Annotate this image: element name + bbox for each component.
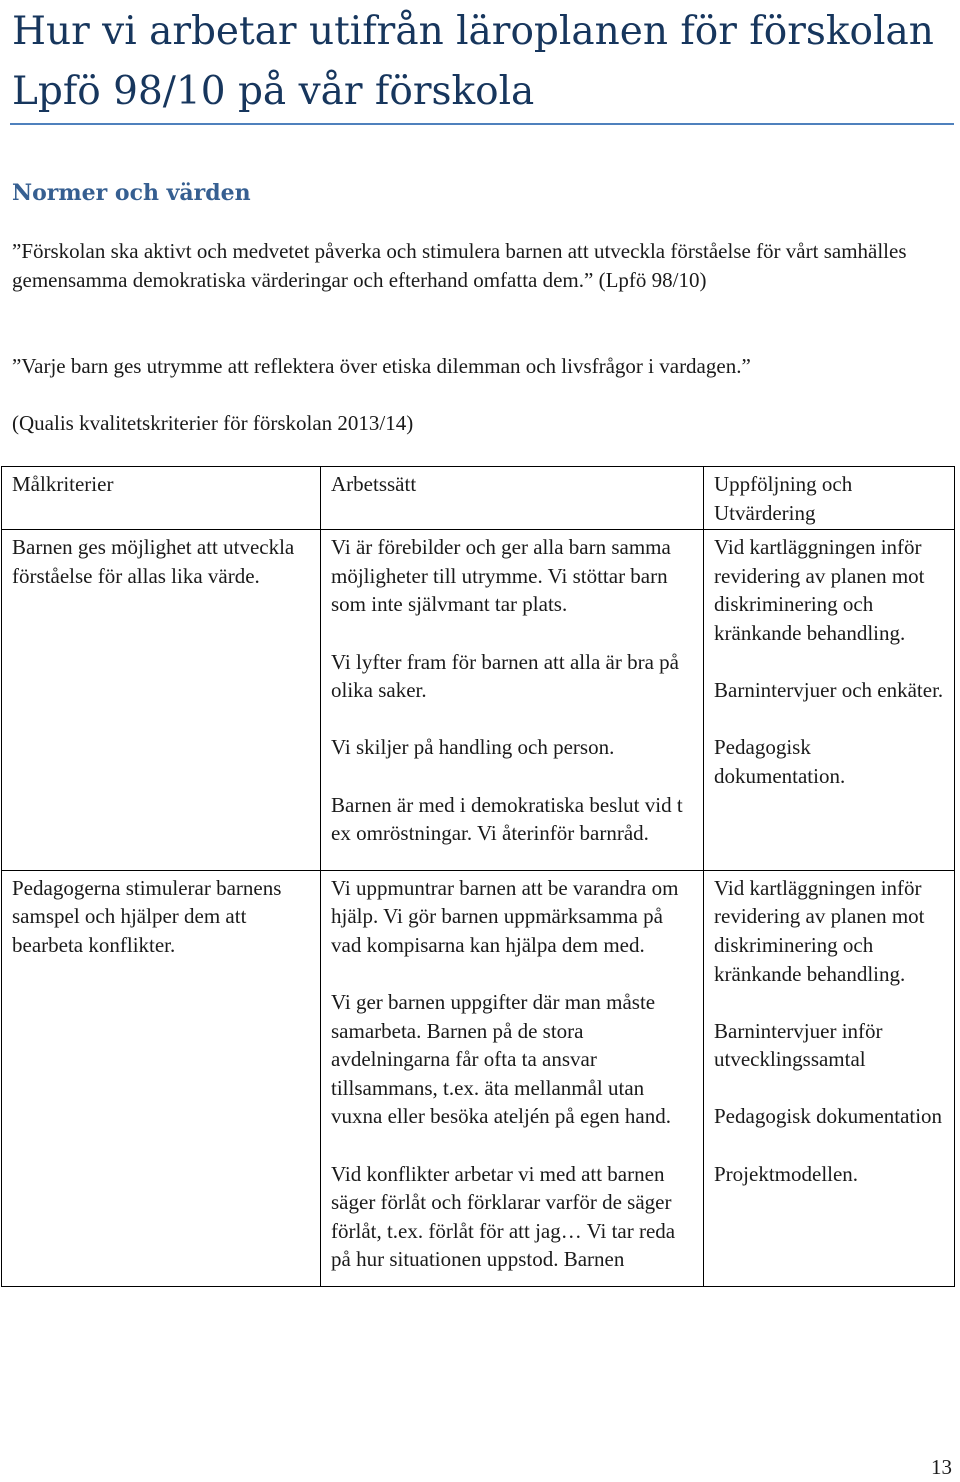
table-row bbox=[2, 870, 955, 1286]
quote-qualis-source: (Qualis kvalitetskriterier för förskolan 2013/14) bbox=[12, 411, 414, 435]
method-paragraph: Vi skiljer på handling och person. bbox=[331, 735, 615, 760]
header-cell-followup: Uppföljning och Utvärdering bbox=[704, 467, 955, 530]
method-paragraph: Vi är förebilder och ger alla barn samma möjligheter till utrymme. Vi stöttar barn som inte självmant tar plats. bbox=[331, 535, 671, 617]
page-title: Hur vi arbetar utifrån läroplanen för förskolan Lpfö 98/10 på vår förskola bbox=[12, 9, 934, 114]
title-divider bbox=[10, 123, 954, 125]
followup-paragraph: Pedagogisk dokumentation bbox=[714, 1104, 943, 1129]
header-cell-goal: Målkriterier bbox=[2, 467, 321, 530]
table-header-row bbox=[2, 467, 955, 530]
quote-qualis: ”Varje barn ges utrymme att reflektera över etiska dilemman och livsfrågor i vardagen.” bbox=[12, 354, 751, 378]
followup-cell bbox=[704, 870, 955, 1286]
method-paragraph: Vi ger barnen uppgifter där man måste samarbeta. Barnen på de stora avdelningarna får ofta ta ansvar tillsammans, t.ex. äta mellanmål utan vuxna eller besöka ateljén på egen hand. bbox=[331, 990, 671, 1129]
goal-cell bbox=[2, 530, 321, 871]
page-number: 13 bbox=[931, 1455, 952, 1479]
method-paragraph: Vi lyfter fram för barnen att alla är bra på olika saker. bbox=[331, 649, 679, 703]
followup-paragraph: Vid kartläggningen inför revidering av planen mot diskriminering och kränkande behandling. bbox=[714, 535, 925, 645]
method-paragraph: Vi uppmuntrar barnen att be varandra om hjälp. Vi gör barnen uppmärksamma på vad kompisarna kan hjälpa dem med. bbox=[331, 875, 679, 957]
goal-text: Pedagogerna stimulerar barnens samspel och hjälper dem att bearbeta konflikter. bbox=[12, 875, 282, 957]
table-row bbox=[2, 530, 955, 871]
followup-paragraph: Barnintervjuer inför utvecklingssamtal bbox=[714, 1018, 883, 1072]
followup-paragraph: Projektmodellen. bbox=[714, 1161, 859, 1186]
method-paragraph: Barnen är med i demokratiska beslut vid t ex omröstningar. Vi återinför barnråd. bbox=[331, 792, 683, 846]
criteria-table bbox=[1, 466, 955, 1287]
method-paragraph: Vid konflikter arbetar vi med att barnen säger förlåt och förklarar varför de säger förlåt, t.ex. förlåt för att jag… Vi tar reda på hur situationen uppstod. Barnen bbox=[331, 1161, 676, 1272]
goal-cell bbox=[2, 870, 321, 1286]
followup-paragraph: Barnintervjuer och enkäter. bbox=[714, 678, 944, 703]
followup-cell bbox=[704, 530, 955, 871]
quote-curriculum: ”Förskolan ska aktivt och medvetet påverka och stimulera barnen att utveckla förståelse för vårt samhälles gemensamma demokratiska värderingar och efterhand omfatta dem.” (Lpfö 98/10) bbox=[12, 239, 907, 292]
goal-text: Barnen ges möjlighet att utveckla förståelse för allas lika värde. bbox=[12, 535, 295, 588]
followup-paragraph: Pedagogisk dokumentation. bbox=[714, 735, 846, 788]
section-heading: Normer och värden bbox=[12, 180, 251, 206]
header-cell-methods: Arbetssätt bbox=[321, 467, 704, 530]
methods-cell bbox=[321, 870, 704, 1286]
followup-paragraph: Vid kartläggningen inför revidering av planen mot diskriminering och kränkande behandling. bbox=[714, 875, 925, 986]
methods-cell bbox=[321, 530, 704, 871]
